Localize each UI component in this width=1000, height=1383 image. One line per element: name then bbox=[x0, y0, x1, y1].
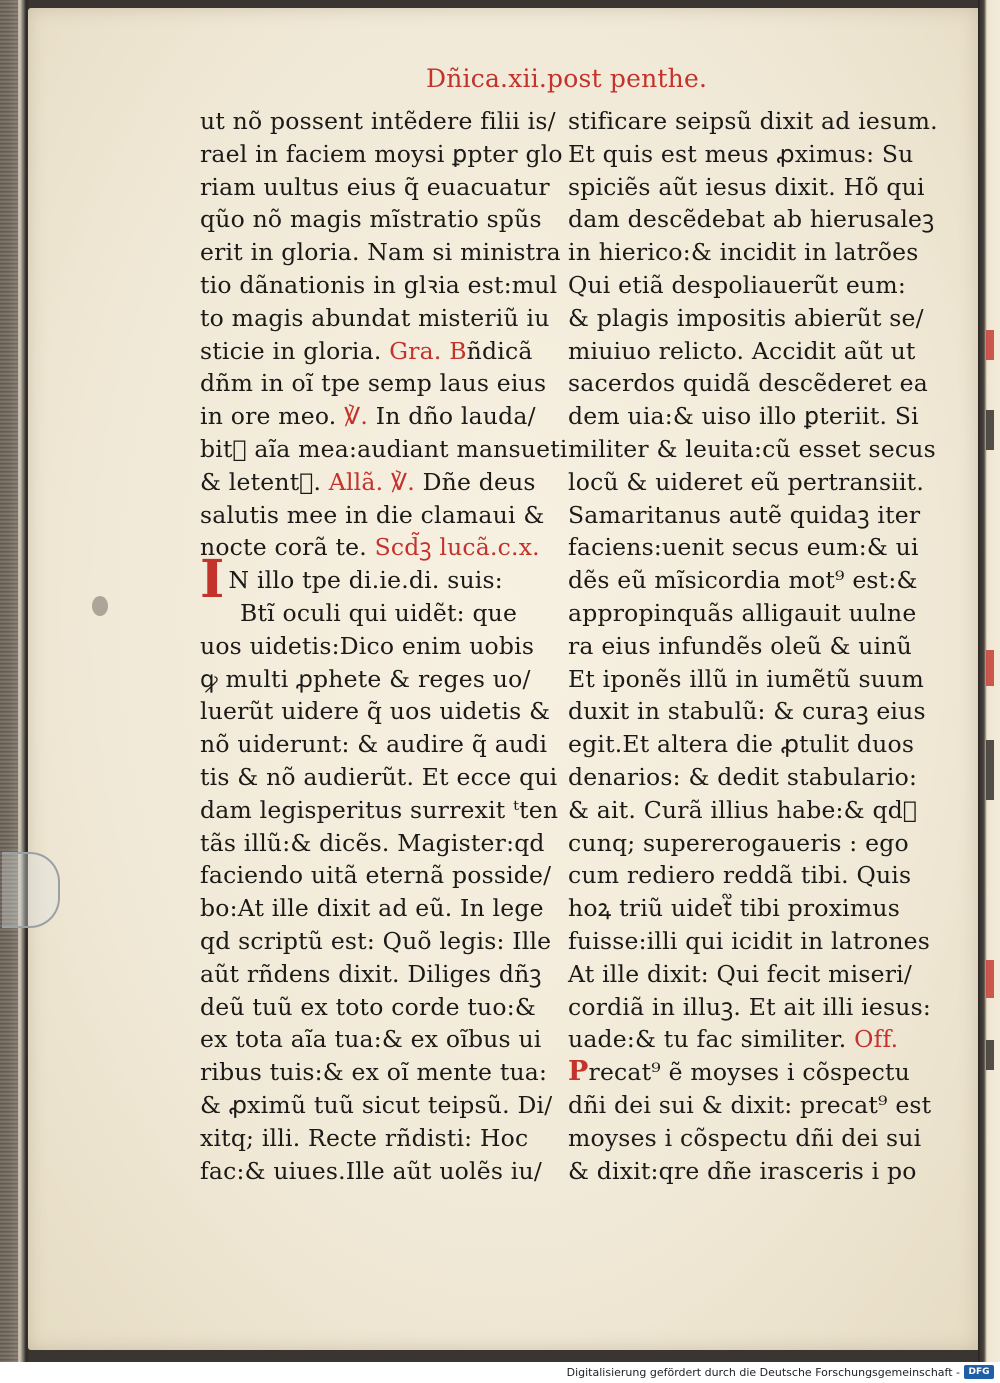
footer-credit: Digitalisierung gefördert durch die Deutsche Forschungsgemeinschaft - bbox=[566, 1366, 960, 1379]
gospel-heading-line bbox=[200, 531, 552, 564]
left-column bbox=[200, 105, 568, 1187]
text-span: sticie in gloria. bbox=[200, 336, 382, 365]
text-line: to magis abundat misteriũ iu bbox=[200, 303, 550, 332]
text-span: recat⁹ ẽ moyses i cõspectu bbox=[588, 1058, 910, 1087]
text-line: qũo nõ magis mĩstratio spũs bbox=[200, 205, 542, 234]
text-line: At ille dixit: Qui fecit miseri/ bbox=[568, 959, 912, 988]
text-line: dam descẽdebat ab hierusaleꝫ bbox=[568, 205, 935, 234]
verse-line bbox=[200, 400, 552, 433]
text-line: & dixit:qre dñe irasceris i po bbox=[568, 1156, 917, 1185]
text-line: nõ uiderunt: & audire q̃ audi bbox=[200, 730, 548, 759]
text-line: miuiuo relicto. Accidit aũt ut bbox=[568, 336, 916, 365]
text-line: spiciẽs aũt iesus dixit. Hõ qui bbox=[568, 172, 925, 201]
text-line: militer & leuita:cũ esset secus bbox=[568, 434, 936, 463]
text-line: & plagis impositis abierũt se/ bbox=[568, 303, 924, 332]
text-line: luerũt uidere q̃ uos uidetis & bbox=[200, 697, 551, 726]
gospel-first-line bbox=[200, 549, 552, 611]
gradual-label: Gra. bbox=[389, 336, 442, 365]
text-span: ñdicã bbox=[466, 336, 533, 365]
text-line: xitq; illi. Recte rñdisti: Hoc bbox=[200, 1123, 529, 1152]
text-line: bit᷑ aĩa mea:audiant mansueti bbox=[200, 434, 568, 463]
text-line: ut nõ possent intẽdere filii is/ bbox=[200, 107, 556, 135]
text-span: uade:& tu fac similiter. bbox=[568, 1025, 847, 1054]
text-line: Btĩ oculi qui uidẽt: que bbox=[240, 598, 518, 627]
text-line: aũt rñdens dixit. Diliges dñꝫ bbox=[200, 959, 542, 988]
text-line: dẽs eũ mĩsicordia mot⁹ est:& bbox=[568, 566, 918, 595]
text-line: Samaritanus autẽ quidaꝫ iter bbox=[568, 500, 921, 529]
text-line: deũ tuũ ex toto corde tuo:& bbox=[200, 992, 536, 1021]
text-line: riam uultus eius q̃ euacuatur bbox=[200, 172, 550, 201]
text-line: dñi dei sui & dixit: precat⁹ est bbox=[568, 1090, 932, 1119]
page-clip bbox=[2, 852, 60, 928]
text-line: in hierico:& incidit in latrões bbox=[568, 238, 919, 267]
text-span: & letent᷑. bbox=[200, 467, 322, 496]
text-line: tio dãnationis in glꝛia est:mul bbox=[200, 270, 558, 299]
text-line: locũ & uideret eũ pertransiit. bbox=[568, 467, 924, 496]
page-edges bbox=[0, 0, 18, 1362]
text-line: denarios: & dedit stabulario: bbox=[568, 762, 918, 791]
text-line: uos uidetis:Dico enim uobis bbox=[200, 631, 535, 660]
text-line: ribus tuis:& ex oĩ mente tua: bbox=[200, 1058, 548, 1087]
text-line: dem uia:& uiso illo ꝑteriit. Si bbox=[568, 402, 919, 431]
text-line: Qui etiã despoliauerũt eum: bbox=[568, 270, 906, 299]
text-line: qd scriptũ est: Quõ legis: Ille bbox=[200, 926, 552, 955]
next-page-edge bbox=[986, 320, 998, 1220]
text-line: moyses i cõspectu dñi dei sui bbox=[568, 1123, 922, 1152]
offertory-initial: P bbox=[568, 1056, 589, 1088]
text-line: tis & nõ audierũt. Et ecce qui bbox=[200, 762, 558, 791]
text-line: egit.Et altera die ꝓtulit duos bbox=[568, 730, 915, 759]
text-line: ex tota aĩa tua:& ex oĩbus ui bbox=[200, 1025, 542, 1054]
verse-mark: ℣. bbox=[344, 402, 369, 431]
alleluia-label: Allã. bbox=[328, 467, 384, 496]
text-line: bo:At ille dixit ad eũ. In lege bbox=[200, 894, 544, 923]
running-title: Dñica.xii.post penthe. bbox=[426, 64, 708, 93]
text-line: hoꝝ triũ uidet᷑ tibi proximus bbox=[568, 894, 900, 923]
footer-bar bbox=[0, 1362, 1000, 1383]
text-line: sacerdos quidã descẽderet ea bbox=[568, 369, 928, 398]
offertory-first-line bbox=[568, 1056, 920, 1089]
text-span: N illo tpe di.ie.di. suis: bbox=[228, 566, 503, 595]
text-line: tãs illũ:& dicẽs. Magister:qd bbox=[200, 828, 545, 857]
alleluia-line bbox=[200, 466, 552, 499]
text-line: duxit in stabulũ: & curaꝫ eius bbox=[568, 697, 926, 726]
gospel-label: Scd̃ꝫ lucã.c.x. bbox=[374, 533, 540, 562]
verse-mark: ℣. bbox=[390, 467, 415, 496]
dfg-logo: DFG bbox=[964, 1365, 994, 1379]
text-line: ꝙ multi ꝓphete & reges uo/ bbox=[200, 664, 531, 693]
gradual-initial: B bbox=[449, 336, 467, 365]
text-line: dñm in oĩ tpe semp laus eius bbox=[200, 369, 547, 398]
text-span: in ore meo. bbox=[200, 402, 337, 431]
text-line: & ꝓximũ tuũ sicut teipsũ. Di/ bbox=[200, 1090, 553, 1119]
text-line: cum rediero reddã tibi. Quis bbox=[568, 861, 912, 890]
text-span: In dño lauda/ bbox=[375, 402, 536, 431]
text-line: stificare seipsũ dixit ad iesum. bbox=[568, 107, 938, 135]
gospel-initial: I bbox=[200, 549, 225, 611]
right-column bbox=[568, 105, 938, 1187]
text-line: cunq; supererogaueris : ego bbox=[568, 828, 909, 857]
offertory-label: Off. bbox=[854, 1025, 899, 1054]
text-line: rael in faciem moysi ꝑpter glo bbox=[200, 139, 563, 168]
text-line: dam legisperitus surrexit ᵗten bbox=[200, 795, 559, 824]
text-line: appropinquãs alligauit uulne bbox=[568, 598, 917, 627]
text-line: salutis mee in die clamaui & bbox=[200, 500, 545, 529]
text-line: cordiã in illuꝫ. Et ait illi iesus: bbox=[568, 992, 931, 1021]
text-line: erit in gloria. Nam si ministra bbox=[200, 238, 561, 267]
text-line: fuisse:illi qui icidit in latrones bbox=[568, 926, 931, 955]
text-line: Et quis est meus ꝓximus: Su bbox=[568, 139, 914, 168]
text-line: ra eius infundẽs oleũ & uinũ bbox=[568, 631, 912, 660]
text-span: nocte corã te. bbox=[200, 533, 367, 562]
text-span: Dñe deus bbox=[422, 467, 536, 496]
text-line: fac:& uiues.Ille aũt uolẽs iu/ bbox=[200, 1156, 542, 1185]
text-line: faciendo uitã eternã posside/ bbox=[200, 861, 552, 890]
text-line: faciens:uenit secus eum:& ui bbox=[568, 533, 919, 562]
gradual-line bbox=[200, 335, 552, 368]
offertory-heading-line bbox=[568, 1023, 920, 1056]
text-line: & ait. Curã illius habe:& qd᷑ bbox=[568, 795, 918, 824]
text-line: Et iponẽs illũ in iumẽtũ suum bbox=[568, 664, 924, 693]
paper-stain bbox=[92, 596, 108, 616]
